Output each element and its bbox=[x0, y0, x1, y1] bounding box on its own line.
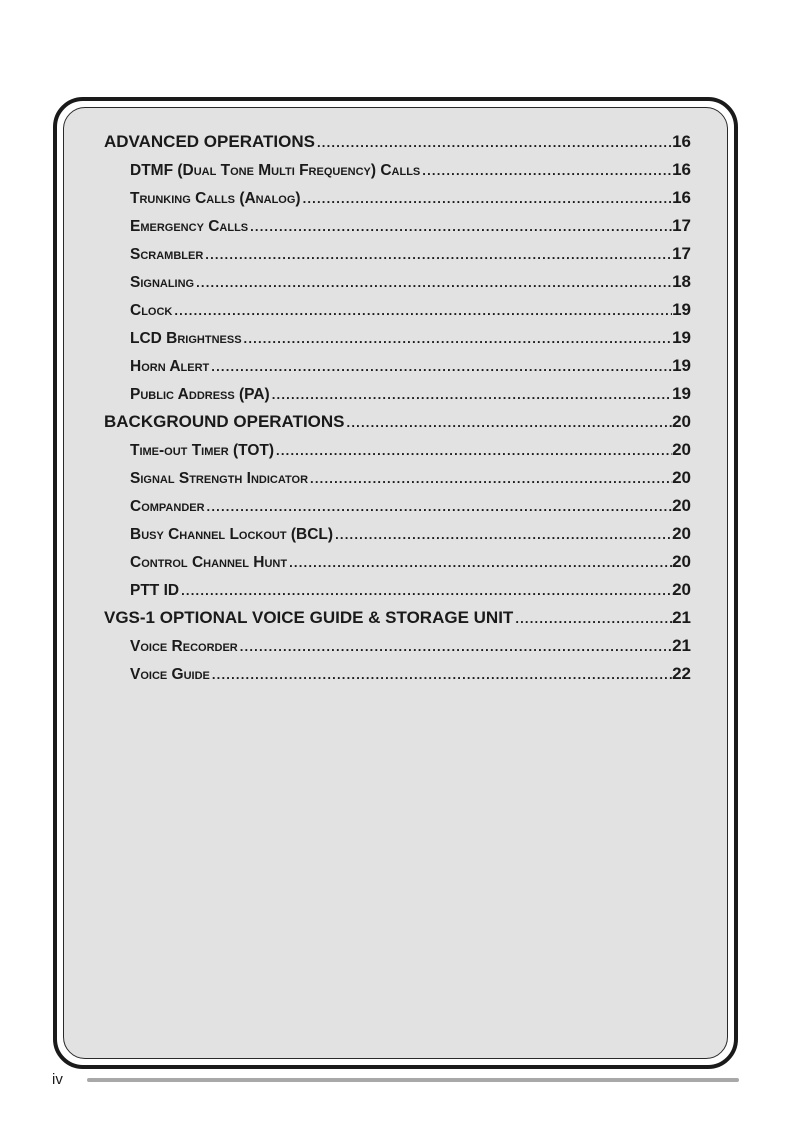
toc-entry-title: Scrambler bbox=[130, 246, 204, 263]
toc-leader-dots bbox=[274, 437, 672, 465]
toc-entry[interactable] bbox=[104, 240, 691, 268]
toc-entry-title: LCD Brightness bbox=[130, 330, 242, 347]
toc-leader-dots bbox=[179, 577, 672, 605]
toc-entry-title: DTMF (Dual Tone Multi Frequency) Calls bbox=[130, 162, 421, 179]
toc-entry-page: 20 bbox=[672, 496, 691, 515]
toc-entry-page: 21 bbox=[672, 608, 691, 627]
toc-leader-dots bbox=[194, 269, 672, 297]
toc-leader-dots bbox=[205, 493, 673, 521]
toc-entry[interactable] bbox=[104, 156, 691, 184]
toc-leader-dots bbox=[315, 129, 672, 157]
toc-leader-dots bbox=[270, 381, 672, 409]
toc-leader-dots bbox=[209, 353, 672, 381]
toc-entry-page: 19 bbox=[672, 384, 691, 403]
toc-entry-page: 20 bbox=[672, 412, 691, 431]
toc-entry[interactable] bbox=[104, 184, 691, 212]
page-number: iv bbox=[52, 1071, 63, 1088]
toc-leader-dots bbox=[203, 241, 672, 269]
toc-entry-page: 22 bbox=[672, 664, 691, 683]
toc-entry[interactable] bbox=[104, 548, 691, 576]
toc-leader-dots bbox=[420, 157, 672, 185]
toc-entry-page: 20 bbox=[672, 552, 691, 571]
toc-entry-title: Busy Channel Lockout (BCL) bbox=[130, 526, 334, 543]
toc-leader-dots bbox=[238, 633, 672, 661]
toc-entry-title: Emergency Calls bbox=[130, 218, 249, 235]
toc-entry-title: Signal Strength Indicator bbox=[130, 470, 309, 487]
toc-entry[interactable] bbox=[104, 380, 691, 408]
toc-entry-page: 17 bbox=[672, 244, 691, 263]
table-of-contents bbox=[104, 128, 691, 688]
toc-entry-title: Voice Recorder bbox=[130, 638, 238, 655]
toc-entry-title: VGS-1 OPTIONAL VOICE GUIDE & STORAGE UNIT bbox=[104, 608, 514, 627]
toc-entry[interactable] bbox=[104, 408, 691, 436]
toc-entry-page: 20 bbox=[672, 580, 691, 599]
toc-leader-dots bbox=[301, 185, 673, 213]
toc-entry-page: 20 bbox=[672, 468, 691, 487]
toc-entry-page: 16 bbox=[672, 132, 691, 151]
toc-entry-title: ADVANCED OPERATIONS bbox=[104, 132, 315, 151]
toc-leader-dots bbox=[333, 521, 672, 549]
toc-leader-dots bbox=[172, 297, 672, 325]
toc-entry[interactable] bbox=[104, 212, 691, 240]
toc-leader-dots bbox=[345, 409, 673, 437]
toc-entry-title: Trunking Calls (Analog) bbox=[130, 190, 301, 207]
toc-leader-dots bbox=[513, 605, 672, 633]
toc-entry[interactable] bbox=[104, 464, 691, 492]
toc-entry[interactable] bbox=[104, 128, 691, 156]
toc-entry[interactable] bbox=[104, 576, 691, 604]
toc-leader-dots bbox=[248, 213, 672, 241]
toc-entry[interactable] bbox=[104, 520, 691, 548]
toc-entry-title: Horn Alert bbox=[130, 358, 210, 375]
toc-entry-title: Voice Guide bbox=[130, 666, 210, 683]
toc-entry-page: 16 bbox=[672, 188, 691, 207]
toc-leader-dots bbox=[210, 661, 672, 689]
toc-entry-page: 18 bbox=[672, 272, 691, 291]
toc-entry[interactable] bbox=[104, 352, 691, 380]
toc-entry[interactable] bbox=[104, 296, 691, 324]
toc-entry[interactable] bbox=[104, 268, 691, 296]
toc-leader-dots bbox=[242, 325, 673, 353]
toc-entry-page: 16 bbox=[672, 160, 691, 179]
toc-leader-dots bbox=[308, 465, 672, 493]
toc-entry-page: 21 bbox=[672, 636, 691, 655]
toc-entry[interactable] bbox=[104, 436, 691, 464]
toc-entry[interactable] bbox=[104, 604, 691, 632]
toc-entry[interactable] bbox=[104, 632, 691, 660]
footer-rule bbox=[87, 1078, 739, 1082]
toc-leader-dots bbox=[287, 549, 672, 577]
toc-entry[interactable] bbox=[104, 660, 691, 688]
toc-entry-title: Compander bbox=[130, 498, 205, 515]
toc-entry-title: Time-out Timer (TOT) bbox=[130, 442, 275, 459]
toc-entry-title: BACKGROUND OPERATIONS bbox=[104, 412, 345, 431]
toc-entry-title: Clock bbox=[130, 302, 173, 319]
toc-entry-page: 19 bbox=[672, 300, 691, 319]
toc-entry-title: PTT ID bbox=[130, 582, 180, 599]
toc-entry-title: Public Address (PA) bbox=[130, 386, 270, 403]
toc-entry[interactable] bbox=[104, 324, 691, 352]
toc-entry-page: 19 bbox=[672, 328, 691, 347]
toc-entry-page: 19 bbox=[672, 356, 691, 375]
toc-entry-page: 20 bbox=[672, 440, 691, 459]
toc-entry-page: 17 bbox=[672, 216, 691, 235]
toc-entry-title: Control Channel Hunt bbox=[130, 554, 288, 571]
toc-entry-title: Signaling bbox=[130, 274, 195, 291]
toc-entry-page: 20 bbox=[672, 524, 691, 543]
toc-entry[interactable] bbox=[104, 492, 691, 520]
